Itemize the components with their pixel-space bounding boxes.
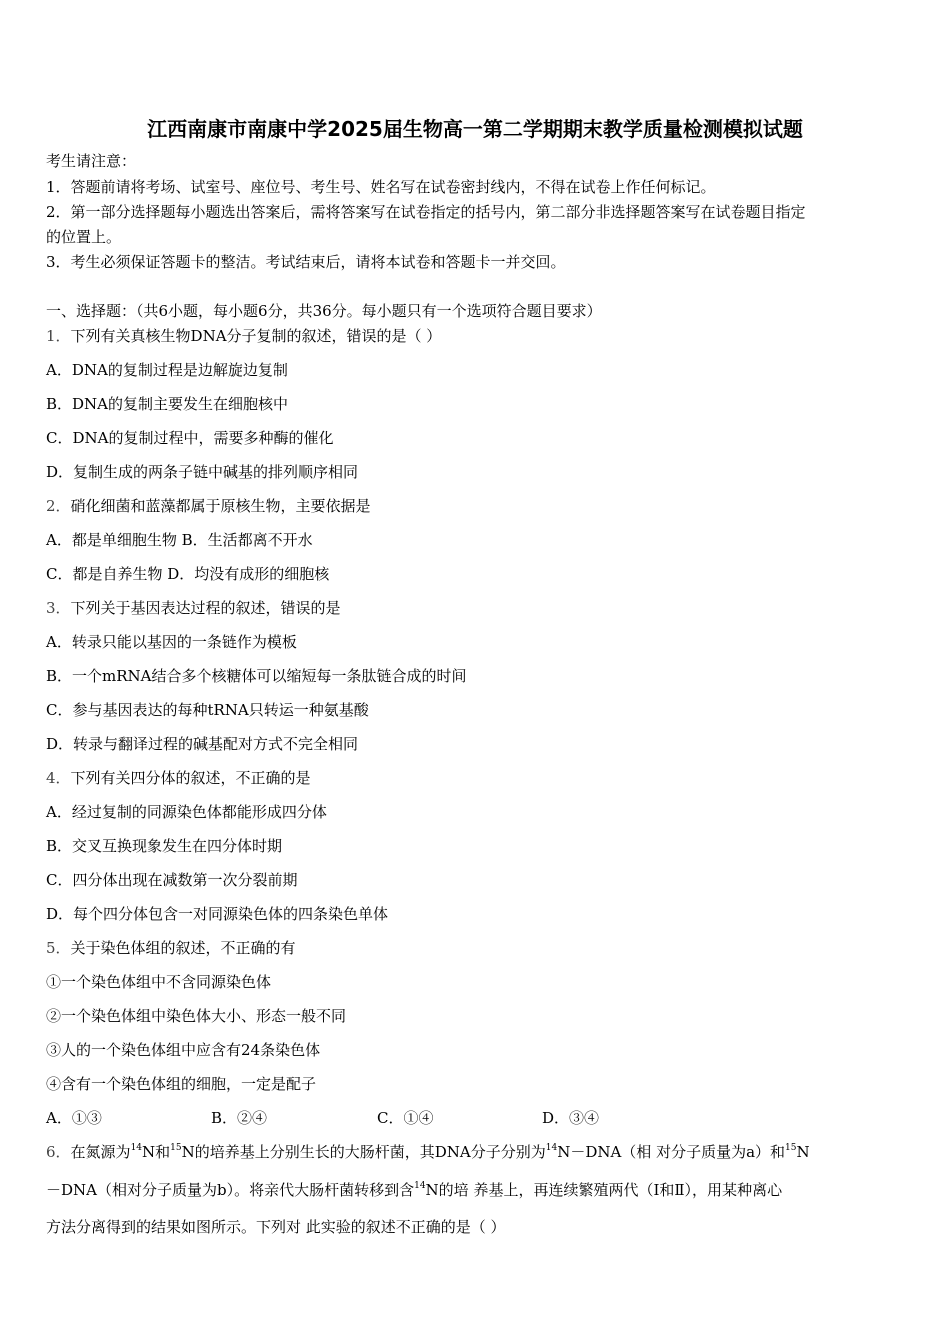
q2-options-cd[interactable]: C．都是自养生物 D．均没有成形的细胞核 xyxy=(46,565,330,583)
question-stem: 下列关于基因表达过程的叙述，错误的是 xyxy=(70,599,341,617)
isotope-mass: 14 xyxy=(130,1143,143,1153)
q6-text: －DNA（相对分子质量为b）。将亲代大肠杆菌转移到含 xyxy=(46,1181,415,1199)
q5-option-c[interactable]: C．①④ xyxy=(377,1109,434,1127)
question-4 xyxy=(46,768,311,788)
question-6 xyxy=(46,1142,810,1162)
q3-option-a[interactable]: A．转录只能以基因的一条链作为模板 xyxy=(46,633,297,651)
q1-option-a[interactable]: A．DNA的复制过程是边解旋边复制 xyxy=(46,361,288,379)
question-2 xyxy=(46,496,371,516)
section-heading: 一、选择题：（共6小题，每小题6分，共36分。每小题只有一个选项符合题目要求） xyxy=(46,302,602,320)
notice-item-2-cont: 的位置上。 xyxy=(46,228,122,246)
q6-text: 在氮源为 xyxy=(70,1143,131,1161)
q5-statement-4: ④含有一个染色体组的细胞，一定是配子 xyxy=(46,1075,317,1093)
question-number: 5． xyxy=(46,939,71,957)
q5-statement-2: ②一个染色体组中染色体大小、形态一般不同 xyxy=(46,1007,347,1025)
page-title: 江西南康市南康中学2025届生物高一第二学期期末教学质量检测模拟试题 xyxy=(147,117,803,141)
notice-item-1: 1．答题前请将考场、试室号、座位号、考生号、姓名写在试卷密封线内，不得在试卷上作任何标记。 xyxy=(46,178,716,196)
notice-item-2: 2．第一部分选择题每小题选出答案后，需将答案写在试卷指定的括号内，第二部分非选择题答案写在试卷题目指定 xyxy=(46,203,806,221)
notice-heading: 考生请注意： xyxy=(46,152,137,170)
isotope-mass: 15 xyxy=(170,1143,182,1153)
q1-option-d[interactable]: D．复制生成的两条子链中碱基的排列顺序相同 xyxy=(46,463,359,481)
question-1 xyxy=(46,326,441,346)
question-number: 6． xyxy=(46,1143,71,1161)
question-number: 3． xyxy=(46,599,71,617)
question-number: 4． xyxy=(46,769,71,787)
q5-options xyxy=(46,1107,906,1127)
question-3 xyxy=(46,598,341,618)
question-stem: 下列有关四分体的叙述，不正确的是 xyxy=(70,769,311,787)
q4-option-c[interactable]: C．四分体出现在减数第一次分裂前期 xyxy=(46,871,298,889)
question-stem: 下列有关真核生物DNA分子复制的叙述，错误的是（ ） xyxy=(70,327,442,345)
q6-text: N的培 养基上，再连续繁殖两代（Ⅰ和Ⅱ），用某种离心 xyxy=(425,1181,783,1199)
q3-option-b[interactable]: B．一个mRNA结合多个核糖体可以缩短每一条肽链合成的时间 xyxy=(46,667,467,685)
q4-option-b[interactable]: B．交叉互换现象发生在四分体时期 xyxy=(46,837,283,855)
isotope-mass: 14 xyxy=(545,1143,558,1153)
q3-option-c[interactable]: C．参与基因表达的每种tRNA只转运一种氨基酸 xyxy=(46,701,369,719)
q1-option-b[interactable]: B．DNA的复制主要发生在细胞核中 xyxy=(46,395,289,413)
isotope-mass: 14 xyxy=(414,1181,426,1191)
q6-text: N的培养基上分别生长的大肠杆菌，其DNA分子分别为 xyxy=(181,1143,546,1161)
question-number: 2． xyxy=(46,497,71,515)
notice-item-3: 3．考生必须保证答题卡的整洁。考试结束后，请将本试卷和答题卡一并交回。 xyxy=(46,253,566,271)
q2-options-ab[interactable]: A．都是单细胞生物 B．生活都离不开水 xyxy=(46,531,313,549)
q5-option-d[interactable]: D．③④ xyxy=(542,1109,600,1127)
q5-option-b[interactable]: B．②④ xyxy=(211,1109,268,1127)
q4-option-d[interactable]: D．每个四分体包含一对同源染色体的四条染色单体 xyxy=(46,905,389,923)
isotope-mass: 15 xyxy=(785,1143,797,1153)
q3-option-d[interactable]: D．转录与翻译过程的碱基配对方式不完全相同 xyxy=(46,735,359,753)
question-6-line-2 xyxy=(46,1180,782,1200)
q5-option-a[interactable]: A．①③ xyxy=(46,1109,102,1127)
question-6-line-3: 方法分离得到的结果如图所示。下列对 此实验的叙述不正确的是（ ） xyxy=(46,1218,506,1236)
q5-statement-1: ①一个染色体组中不含同源染色体 xyxy=(46,973,272,991)
q6-text: N和 xyxy=(142,1143,171,1161)
q6-text: N－DNA（相 对分子质量为a）和 xyxy=(557,1143,786,1161)
q1-option-c[interactable]: C．DNA的复制过程中，需要多种酶的催化 xyxy=(46,429,334,447)
question-stem: 硝化细菌和蓝藻都属于原核生物，主要依据是 xyxy=(70,497,371,515)
question-stem: 关于染色体组的叙述，不正确的有 xyxy=(70,939,296,957)
question-number: 1． xyxy=(46,327,71,345)
q4-option-a[interactable]: A．经过复制的同源染色体都能形成四分体 xyxy=(46,803,327,821)
q6-text: N xyxy=(796,1143,810,1161)
q5-statement-3: ③人的一个染色体组中应含有24条染色体 xyxy=(46,1041,321,1059)
question-5 xyxy=(46,938,296,958)
